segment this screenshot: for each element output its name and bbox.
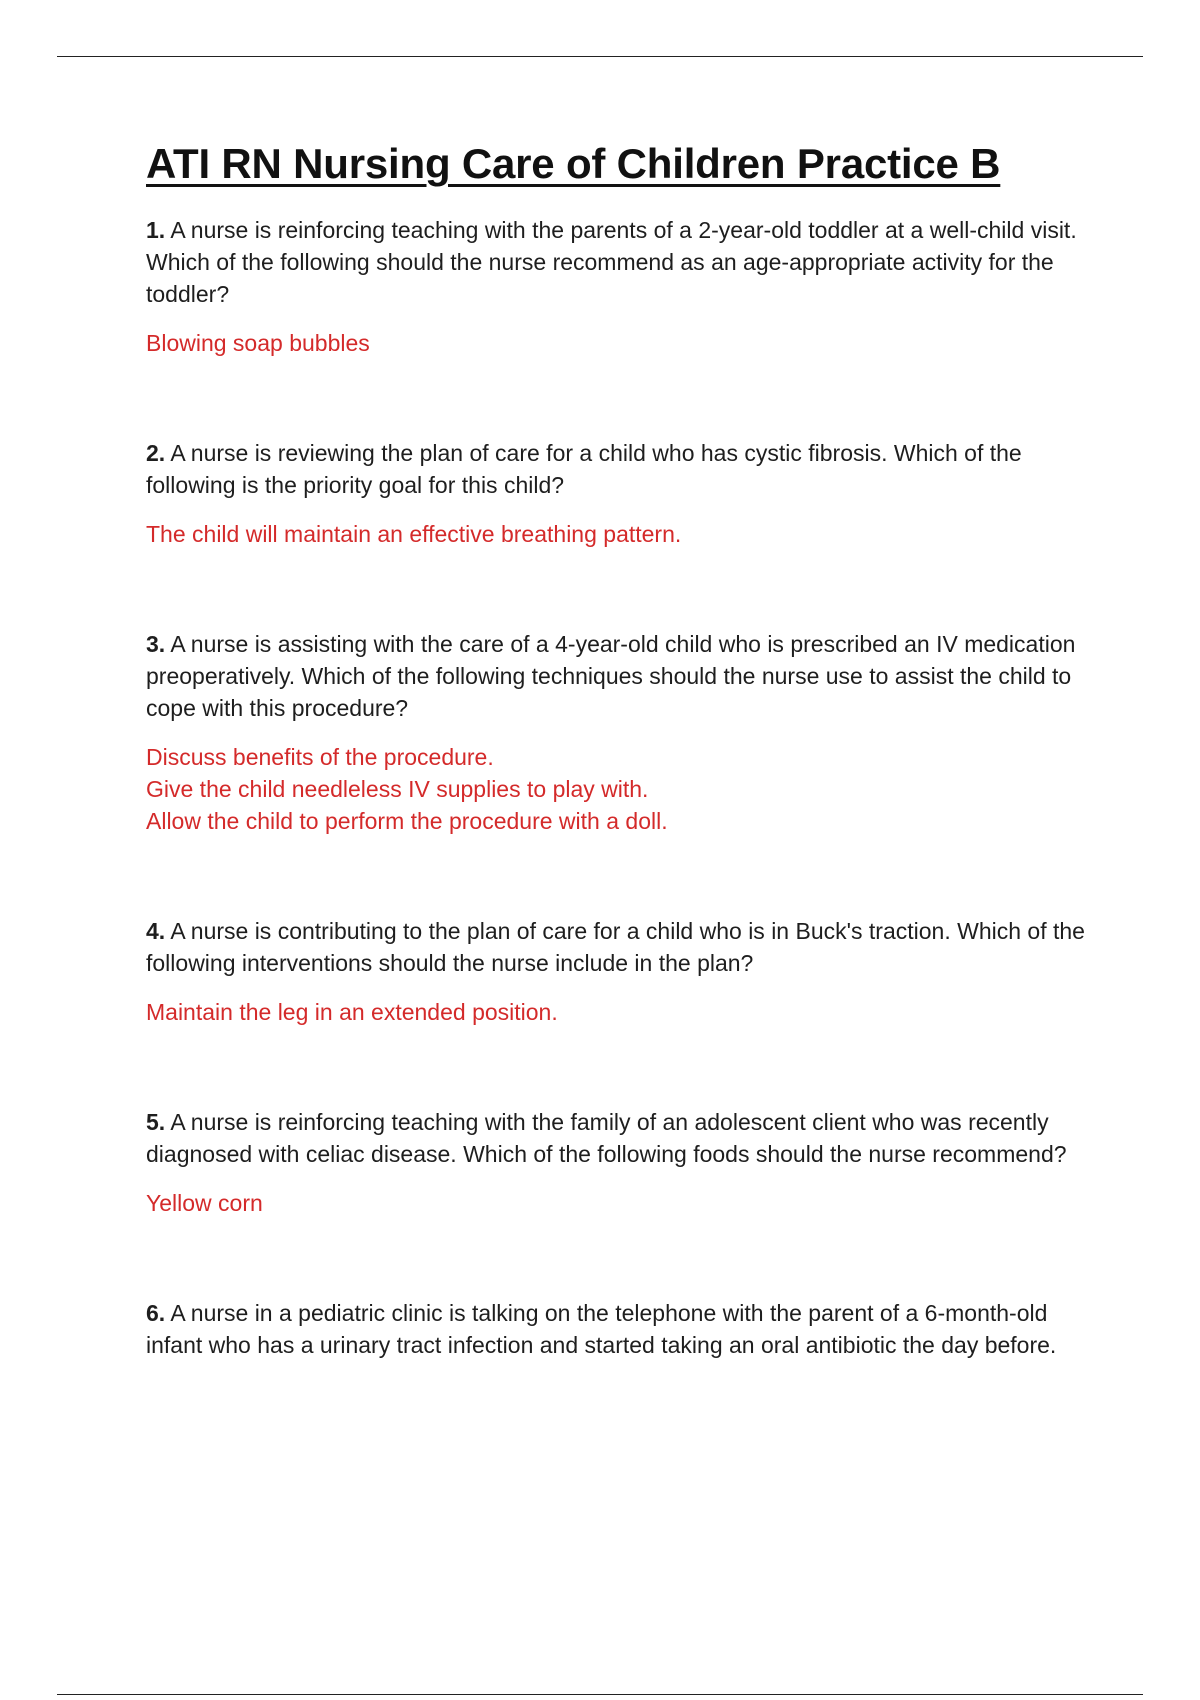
answer-item: Discuss benefits of the procedure. — [146, 744, 494, 770]
question-body: A nurse is reinforcing teaching with the family of an adolescent client who was recently diagnosed with celiac disease. Which of the following foods should the nurse recommend? — [146, 1109, 1067, 1167]
question-block — [146, 628, 1086, 837]
question-body: A nurse is reviewing the plan of care for a child who has cystic fibrosis. Which of the following is the priority goal for this child? — [146, 440, 1022, 498]
question-body: A nurse is assisting with the care of a 4-year-old child who is prescribed an IV medication preoperatively. Which of the following techniques should the nurse use to assist the child to cope with this procedure? — [146, 631, 1076, 721]
answer-item: Maintain the leg in an extended position. — [146, 999, 558, 1025]
answer-list — [146, 518, 1086, 550]
top-rule — [57, 56, 1143, 57]
answer-list — [146, 1187, 1086, 1219]
answer-item: Yellow corn — [146, 1190, 263, 1216]
document-body — [146, 140, 1086, 1439]
question-number: 4. — [146, 918, 166, 944]
answer-list — [146, 996, 1086, 1028]
question-number: 2. — [146, 440, 166, 466]
question-body: A nurse is reinforcing teaching with the parents of a 2-year-old toddler at a well-child visit. Which of the following should the nurse recommend as an age-appropriate activity for the toddler? — [146, 217, 1077, 307]
answer-list — [146, 327, 1086, 359]
answer-list — [146, 741, 1086, 837]
question-block — [146, 1297, 1086, 1361]
question-body: A nurse in a pediatric clinic is talking on the telephone with the parent of a 6-month-old infant who has a urinary tract infection and started taking an oral antibiotic the day before. — [146, 1300, 1057, 1358]
question-block — [146, 915, 1086, 1028]
question-number: 5. — [146, 1109, 166, 1135]
answer-item: Blowing soap bubbles — [146, 330, 370, 356]
document-title: ATI RN Nursing Care of Children Practice B — [146, 140, 1001, 187]
question-number: 6. — [146, 1300, 166, 1326]
question-text — [146, 915, 1086, 979]
question-text — [146, 1106, 1086, 1170]
question-text — [146, 1297, 1086, 1361]
question-number: 1. — [146, 217, 166, 243]
question-block — [146, 1106, 1086, 1219]
bottom-rule — [57, 1694, 1143, 1695]
answer-item: Give the child needleless IV supplies to play with. — [146, 776, 649, 802]
answer-item: The child will maintain an effective breathing pattern. — [146, 521, 682, 547]
question-text — [146, 437, 1086, 501]
question-body: A nurse is contributing to the plan of care for a child who is in Buck's traction. Which of the following interventions should the nurse include in the plan? — [146, 918, 1085, 976]
question-block — [146, 437, 1086, 550]
answer-item: Allow the child to perform the procedure with a doll. — [146, 808, 668, 834]
question-text — [146, 628, 1086, 724]
question-block — [146, 214, 1086, 359]
question-text — [146, 214, 1086, 310]
question-number: 3. — [146, 631, 166, 657]
